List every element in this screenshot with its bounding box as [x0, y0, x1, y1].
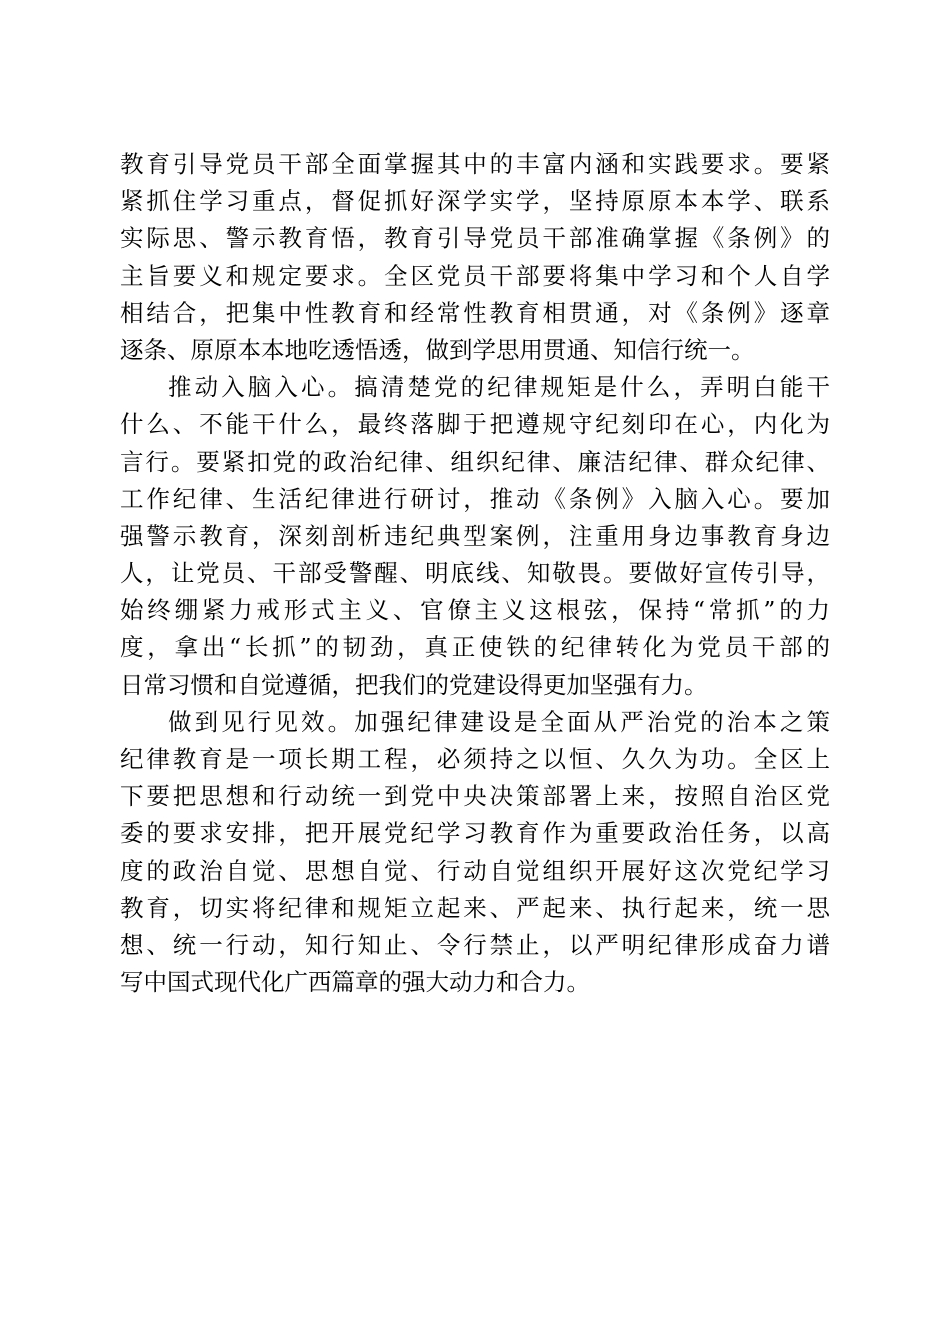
paragraph-1-line-1: 教育引导党员干部全面掌握其中的丰富内涵和实践要求。要紧	[120, 150, 830, 178]
paragraph-3-line-8: 写中国式现代化广西篇章的强大动力和合力。	[120, 968, 590, 997]
paragraph-2-line-5: 强警示教育，深刻剖析违纪典型案例，注重用身边事教育身边	[120, 521, 830, 550]
paragraph-1-line-2: 紧抓住学习重点，督促抓好深学实学，坚持原原本本学、联系	[120, 187, 830, 216]
paragraph-3-line-1: 做到见行见效。加强纪律建设是全面从严治党的治本之策	[168, 707, 830, 736]
paragraph-3-line-2: 纪律教育是一项长期工程，必须持之以恒、久久为功。全区上	[120, 745, 830, 773]
paragraph-3-line-7: 想、统一行动，知行知止、令行禁止，以严明纪律形成奋力谱	[120, 930, 830, 959]
paragraph-3-line-6: 教育，切实将纪律和规矩立起来、严起来、执行起来，统一思	[120, 893, 830, 922]
paragraph-2-line-1: 推动入脑入心。搞清楚党的纪律规矩是什么，弄明白能干	[168, 373, 830, 402]
body-text	[120, 146, 830, 1001]
paragraph-3-line-5: 度的政治自觉、思想自觉、行动自觉组织开展好这次党纪学习	[120, 856, 830, 885]
paragraph-2-line-6: 人，让党员、干部受警醒、明底线、知敬畏。要做好宣传引导，	[120, 559, 830, 588]
paragraph-2-line-2: 什么、不能干什么，最终落脚于把遵规守纪刻印在心，内化为	[120, 410, 830, 439]
paragraph-3-line-4: 委的要求安排，把开展党纪学习教育作为重要政治任务，以高	[120, 819, 830, 848]
paragraph-1-line-6: 逐条、原原本本地吃透悟透，做到学思用贯通、知信行统一。	[120, 335, 755, 364]
paragraph-2-line-8: 度，拿出“长抓”的韧劲，真正使铁的纪律转化为党员干部的	[120, 633, 830, 662]
paragraph-2-line-4: 工作纪律、生活纪律进行研讨，推动《条例》入脑入心。要加	[120, 484, 830, 513]
paragraph-2-line-9: 日常习惯和自觉遵循，把我们的党建设得更加坚强有力。	[120, 670, 708, 699]
paragraph-2-line-7: 始终绷紧力戒形式主义、官僚主义这根弦，保持“常抓”的力	[120, 596, 830, 625]
paragraph-1-line-5: 相结合，把集中性教育和经常性教育相贯通，对《条例》逐章	[120, 298, 830, 327]
paragraph-1-line-4: 主旨要义和规定要求。全区党员干部要将集中学习和个人自学	[120, 261, 830, 290]
paragraph-1-line-3: 实际思、警示教育悟，教育引导党员干部准确掌握《条例》的	[120, 224, 830, 253]
paragraph-2-line-3: 言行。要紧扣党的政治纪律、组织纪律、廉洁纪律、群众纪律、	[120, 447, 830, 476]
paragraph-3-line-3: 下要把思想和行动统一到党中央决策部署上来，按照自治区党	[120, 782, 830, 811]
